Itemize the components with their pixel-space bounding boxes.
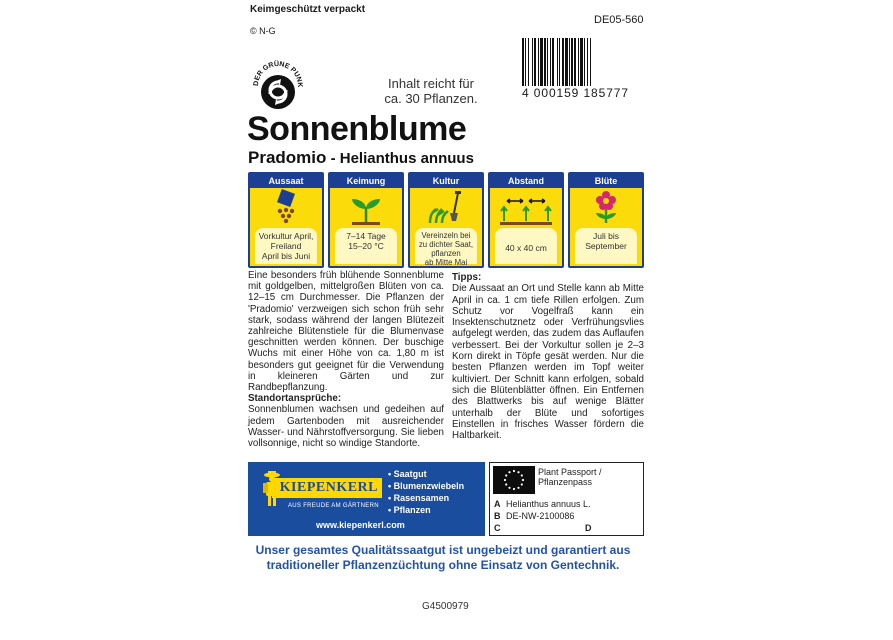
info-line: Juli bis — [593, 231, 619, 241]
subtitle-separator: - — [326, 150, 340, 167]
passport-value-a: Helianthus annuus L. — [506, 499, 591, 509]
gruener-punkt-label: DER GRÜNE PUNK — [252, 60, 304, 88]
info-line: 15–20 °C — [348, 241, 384, 251]
plant-spade-icon — [410, 188, 482, 228]
gruener-punkt-icon — [248, 56, 308, 116]
info-box-text — [575, 228, 637, 264]
passport-label-b: B — [494, 511, 501, 521]
info-line: ab Mitte Mai — [424, 258, 468, 267]
passport-row-a — [494, 499, 591, 509]
barcode-digits: 4 000159 185777 — [522, 86, 629, 100]
tips-heading: Tipps: — [452, 272, 482, 283]
passport-value-b: DE-NW-2100086 — [506, 511, 575, 521]
content-note — [376, 76, 486, 106]
tips-text: Die Aussaat an Ort und Stelle kann ab Mitte April in ca. 1 cm tiefe Rillen erfolgen. Zum Schutz vor Vogelfraß kann ein Insektenschutznetz oder Verfrühungsvlies aufgelegt werden, das zudem das Auflaufen verbessert. Bei der Vorkultur sollen je 2–3 Korn direkt in Töpfe gesät werden. Nur die besten Pflanzen werden im Topf weiter kultiviert. Der Schnitt kann erfolgen, sobald sich die Blütenblätter öffnen. Ein Entfernen des Blattwerks bis auf wenige Blätter unterhalb der Blüte und sofortiges Einstellen in frisches Wasser fördern die Haltbarkeit. — [452, 283, 644, 442]
tips-column — [452, 272, 644, 441]
info-box-title: Kultur — [410, 174, 482, 188]
description-column — [248, 270, 444, 449]
brand-product-list — [388, 468, 464, 516]
footer-code: G4500979 — [422, 601, 469, 612]
variety-name: Pradomio — [248, 148, 327, 167]
brand-tagline: AUS FREUDE AM GÄRTNERN — [288, 503, 379, 509]
product-name: Sonnenblume — [247, 110, 467, 148]
germination-protected-label: Keimgeschützt verpackt — [250, 4, 366, 15]
info-box-title: Blüte — [570, 174, 642, 188]
barcode — [520, 38, 638, 86]
quality-note — [230, 543, 656, 573]
spacing-icon — [490, 188, 562, 228]
brand-name: KIEPENKERL — [272, 478, 382, 498]
plant-passport — [489, 462, 644, 536]
info-box-title: Keimung — [330, 174, 402, 188]
info-box-text — [255, 228, 317, 264]
passport-row-b — [494, 511, 574, 521]
info-line: 7–14 Tage — [346, 231, 386, 241]
info-line: April bis Juni — [261, 251, 311, 261]
quality-note-line2: traditioneller Pflanzenzüchtung ohne Einsatz von Gentechnik. — [266, 558, 620, 572]
flower-icon — [570, 188, 642, 228]
barcode-bars — [520, 38, 638, 86]
seedling-icon — [330, 188, 402, 228]
site-heading: Standortansprüche: — [248, 393, 342, 405]
content-note-line2: ca. 30 Pflanzen. — [384, 91, 478, 106]
info-box-text — [415, 228, 477, 267]
kiepenkerl-figure-icon — [260, 470, 284, 508]
brand-url[interactable]: www.kiepenkerl.com — [316, 520, 405, 530]
copyright-notice: © N-G — [250, 26, 276, 36]
product-subtitle — [248, 148, 474, 168]
info-line: 40 x 40 cm — [505, 242, 547, 253]
article-number: DE05-560 — [594, 14, 644, 26]
content-note-line1: Inhalt reicht für — [388, 76, 474, 91]
brand-product-item: • Blumenzwiebeln — [388, 481, 465, 491]
passport-title — [538, 467, 602, 487]
eu-flag-icon — [493, 466, 535, 494]
passport-row-d — [585, 523, 597, 533]
info-box-kultur — [408, 172, 484, 268]
passport-label-c: C — [494, 523, 501, 533]
info-line: zu dichter Saat, — [418, 240, 474, 249]
quality-note-line1: Unser gesamtes Qualitätssaatgut ist ungebeizt und garantiert aus — [255, 543, 631, 557]
site-text: Sonnenblumen wachsen und gedeihen auf jedem Gartenboden mit ausreichender Wasser- und Nährstoffversorgung. Sie lieben vollsonnige, nicht so windige Standorte. — [248, 404, 444, 450]
kiepenkerl-banner — [248, 462, 485, 536]
passport-title-line1: Plant Passport / — [538, 467, 602, 477]
info-box-title: Abstand — [490, 174, 562, 188]
info-box-bluete — [568, 172, 644, 268]
latin-name: Helianthus annuus — [339, 150, 474, 167]
description-intro: Eine besonders früh blühende Sonnenblume mit goldgelben, mittelgroßen Blüten von ca. 12–15 cm Durchmesser. Die Pflanzen der 'Pradomio' verzweigen sich schon früh sehr stark, sodass während der langen Blütezeit zahlreiche Blütenstiele für die Blumenvase geschnitten werden können. Der buschige Wuchs mit einer Höhe von ca. 1,80 m ist besonders gut geeignet für die Verwendung in kleineren Gärten und zur Randbepflanzung. — [248, 270, 444, 394]
info-box-title: Aussaat — [250, 174, 322, 188]
info-line: Vereinzeln bei — [421, 231, 471, 240]
info-box-text — [335, 228, 397, 264]
info-line: Vorkultur April, — [258, 231, 314, 241]
brand-product-item: • Rasensamen — [388, 493, 450, 503]
info-line: pflanzen — [431, 249, 461, 258]
seed-sowing-icon — [250, 188, 322, 228]
info-box-abstand — [488, 172, 564, 268]
info-line: Freiland — [270, 241, 302, 251]
passport-label-d: D — [585, 523, 592, 533]
gruener-punkt-logo — [248, 56, 308, 116]
info-box-text — [495, 228, 557, 264]
passport-row-c — [494, 523, 506, 533]
brand-product-item: • Saatgut — [388, 469, 427, 479]
info-line: September — [585, 241, 627, 251]
info-box-aussaat — [248, 172, 324, 268]
passport-title-line2: Pflanzenpass — [538, 477, 593, 487]
brand-product-item: • Pflanzen — [388, 505, 431, 515]
passport-label-a: A — [494, 499, 501, 509]
info-box-keimung — [328, 172, 404, 268]
